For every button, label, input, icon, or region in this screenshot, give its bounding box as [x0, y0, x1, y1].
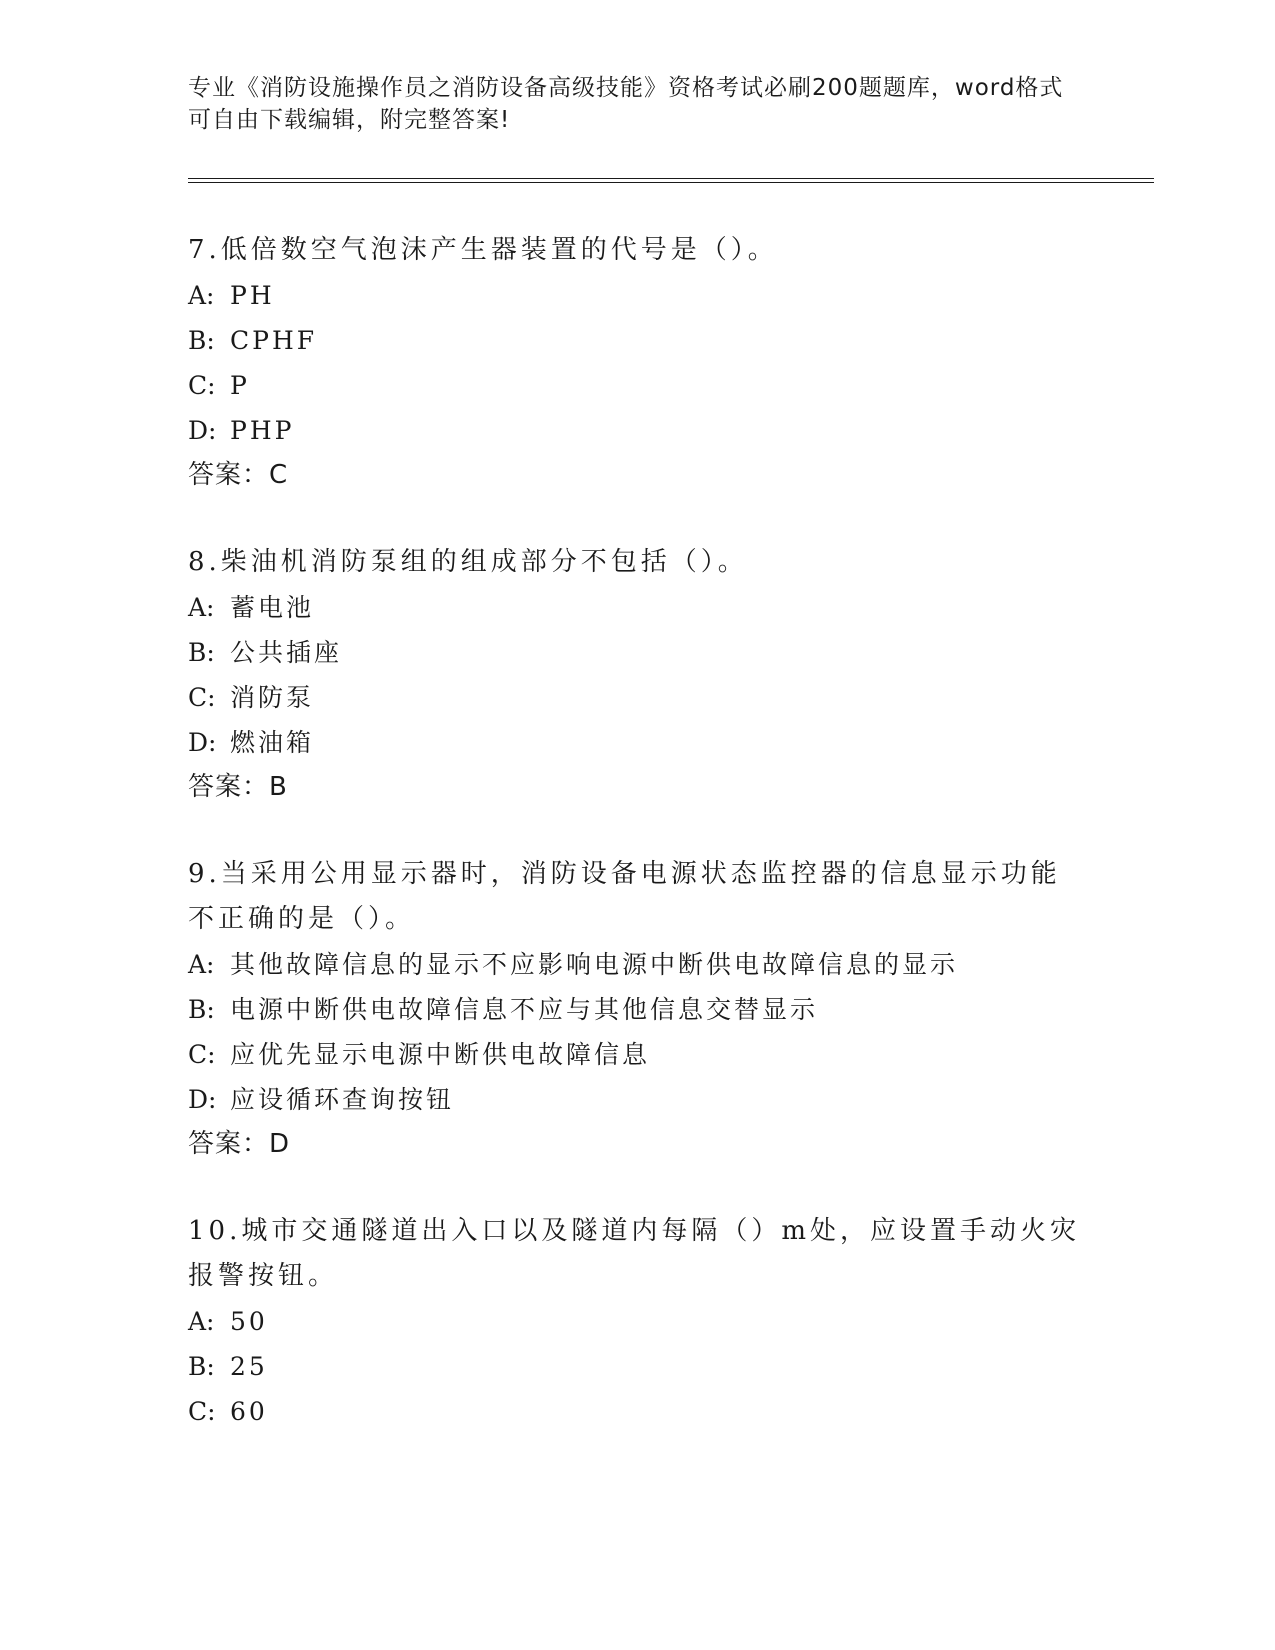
option-text: 蓄电池 [230, 593, 315, 622]
option-text: CPHF [230, 326, 318, 355]
question-9 [188, 852, 1088, 1167]
option-label: D: [188, 728, 217, 757]
question-7 [188, 228, 1088, 498]
option-label: C: [188, 683, 216, 712]
option-b [188, 318, 1088, 363]
option-text: 消防泵 [230, 683, 315, 712]
option-b [188, 1344, 1088, 1389]
question-text: 8.柴油机消防泵组的组成部分不包括（）。 [188, 547, 748, 577]
option-label: B: [188, 326, 215, 355]
option-c [188, 675, 1088, 720]
option-c [188, 1389, 1088, 1434]
document-header: 专业《消防设施操作员之消防设备高级技能》资格考试必刷200题题库，word格式可自由下载编辑，附完整答案! [188, 75, 1064, 133]
option-text: 25 [230, 1352, 268, 1381]
option-label: B: [188, 638, 215, 667]
question-text: 10.城市交通隧道出入口以及隧道内每隔（）m处，应设置手动火灾报警按钮。 [188, 1216, 1081, 1291]
option-text: 公共插座 [230, 638, 343, 667]
option-text: 60 [230, 1397, 268, 1426]
question-text: 7.低倍数空气泡沫产生器装置的代号是（）。 [188, 235, 778, 265]
option-label: D: [188, 416, 217, 445]
option-label: C: [188, 371, 216, 400]
option-text: 燃油箱 [230, 728, 315, 757]
option-text: P [230, 371, 250, 400]
option-label: B: [188, 995, 215, 1024]
option-label: D: [188, 1085, 217, 1114]
option-label: A: [188, 593, 215, 622]
option-text: 电源中断供电故障信息不应与其他信息交替显示 [230, 995, 819, 1024]
option-a [188, 585, 1088, 630]
option-text: 其他故障信息的显示不应影响电源中断供电故障信息的显示 [230, 950, 959, 979]
option-c [188, 1032, 1088, 1077]
answer: 答案：D [188, 1129, 291, 1159]
option-d [188, 720, 1088, 765]
question-10 [188, 1209, 1088, 1434]
answer: 答案：B [188, 772, 288, 802]
option-a [188, 942, 1088, 987]
question-list [188, 234, 1088, 1482]
option-text: PHP [230, 416, 295, 445]
option-label: C: [188, 1397, 216, 1426]
option-text: 应设循环查询按钮 [230, 1085, 455, 1114]
option-label: A: [188, 950, 215, 979]
option-d [188, 1077, 1088, 1122]
option-b [188, 630, 1088, 675]
option-text: 50 [230, 1307, 268, 1336]
option-label: A: [188, 281, 215, 310]
option-label: A: [188, 1307, 215, 1336]
option-a [188, 273, 1088, 318]
question-8 [188, 540, 1088, 810]
option-label: B: [188, 1352, 215, 1381]
option-d [188, 408, 1088, 453]
option-text: PH [230, 281, 275, 310]
header-divider-top [188, 178, 1154, 179]
option-label: C: [188, 1040, 216, 1069]
option-text: 应优先显示电源中断供电故障信息 [230, 1040, 651, 1069]
answer: 答案：C [188, 460, 289, 490]
option-c [188, 363, 1088, 408]
question-text: 9.当采用公用显示器时，消防设备电源状态监控器的信息显示功能不正确的是（）。 [188, 859, 1061, 934]
option-a [188, 1299, 1088, 1344]
header-divider-bottom [188, 182, 1154, 183]
option-b [188, 987, 1088, 1032]
